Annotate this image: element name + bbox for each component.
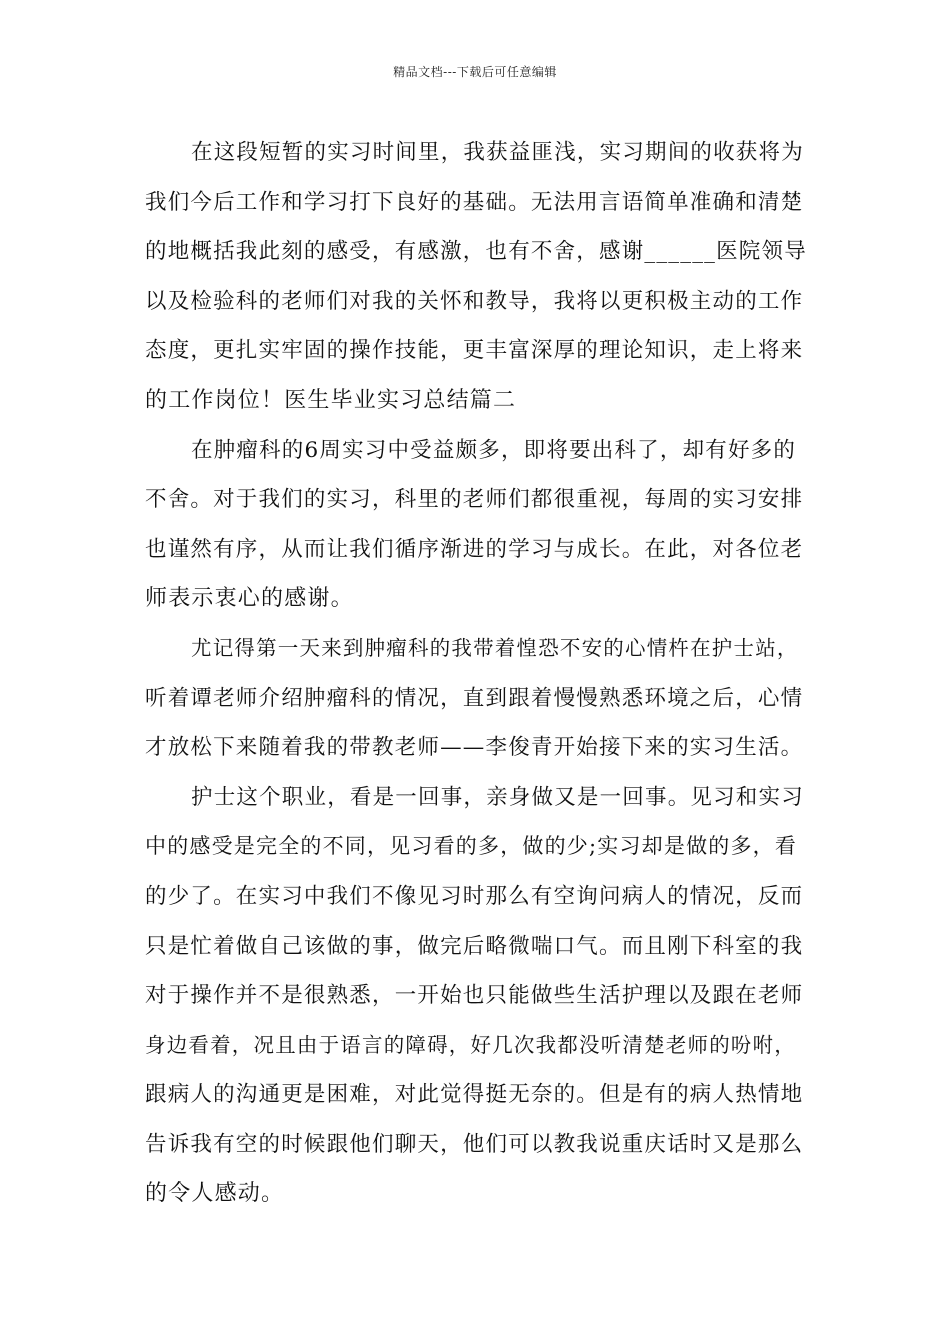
text-line: 听着谭老师介绍肿瘤科的情况，直到跟着慢慢熟悉环境之后，心情: [145, 685, 804, 711]
text-line: 尤记得第一天来到肿瘤科的我带着惶恐不安的心情杵在护士站，: [191, 635, 799, 660]
text-line: 的令人感动。: [145, 1181, 285, 1207]
text-line: 身边看着，况且由于语言的障碍，好几次我都没听清楚老师的吩咐，: [145, 1032, 796, 1057]
text-line: 在肿瘤科的6周实习中受益颇多，即将要出科了，却有好多的: [191, 437, 797, 463]
text-line: 以及检验科的老师们对我的关怀和教导，我将以更积极主动的工作: [145, 288, 804, 314]
text-line: 态度，更扎实牢固的操作技能，更丰富深厚的理论知识，走上将来: [145, 338, 804, 364]
text-line: 跟病人的沟通更是困难，对此觉得挺无奈的。但是有的病人热情地: [145, 1082, 804, 1108]
text-line: 护士这个职业，看是一回事，亲身做又是一回事。见习和实习: [191, 784, 804, 810]
page-header: 精品文档---下载后可任意编辑: [393, 65, 557, 79]
text-line: 也谨然有序，从而让我们循序渐进的学习与成长。在此，对各位老: [145, 536, 804, 562]
text-line: 师表示衷心的感谢。: [145, 586, 354, 612]
document-body: [145, 128, 807, 1219]
text-line: 在这段短暂的实习时间里，我获益匪浅，实习期间的收获将为: [191, 140, 804, 165]
text-line: 对于操作并不是很熟悉，一开始也只能做些生活护理以及跟在老师: [145, 983, 804, 1009]
text-line: 的地概括我此刻的感受，有感激，也有不舍，感谢______医院领导: [145, 239, 807, 265]
text-line: 的工作岗位！医生毕业实习总结篇二: [145, 387, 517, 413]
text-line: 中的感受是完全的不同，见习看的多，做的少;实习却是做的多，看: [145, 834, 798, 859]
text-line: 只是忙着做自己该做的事，做完后略微喘口气。而且刚下科室的我: [145, 933, 804, 959]
text-line: 才放松下来随着我的带教老师——李俊青开始接下来的实习生活。: [145, 735, 804, 761]
text-line: 告诉我有空的时候跟他们聊天，他们可以教我说重庆话时又是那么: [145, 1131, 804, 1157]
text-line: 我们今后工作和学习打下良好的基础。无法用言语简单准确和清楚: [145, 189, 804, 215]
text-line: 的少了。在实习中我们不像见习时那么有空询问病人的情况，反而: [145, 883, 804, 909]
text-line: 不舍。对于我们的实习，科里的老师们都很重视，每周的实习安排: [145, 487, 804, 513]
